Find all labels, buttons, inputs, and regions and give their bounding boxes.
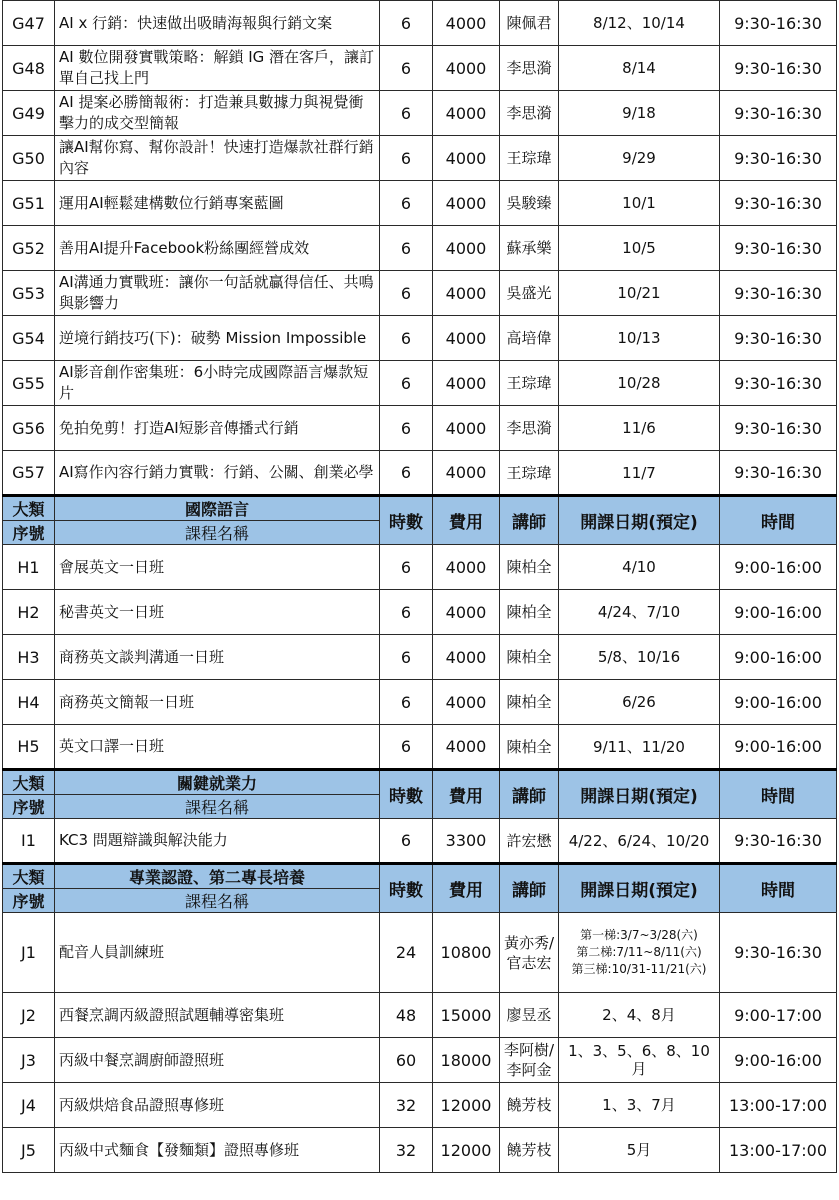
table-row <box>3 913 837 993</box>
table-row <box>3 136 837 181</box>
course-id: G48 <box>3 46 55 91</box>
course-hours: 32 <box>380 1083 433 1128</box>
course-fee: 4000 <box>433 451 500 496</box>
course-time: 9:30-16:30 <box>720 91 837 136</box>
course-teacher: 王琮瑋 <box>500 451 559 496</box>
time-header: 時間 <box>720 496 837 545</box>
course-fee: 4000 <box>433 725 500 770</box>
course-time: 9:30-16:30 <box>720 181 837 226</box>
course-fee: 12000 <box>433 1083 500 1128</box>
course-id: G56 <box>3 406 55 451</box>
course-hours: 6 <box>380 680 433 725</box>
course-time: 9:30-16:30 <box>720 136 837 181</box>
course-date: 1、3、7月 <box>559 1083 720 1128</box>
course-hours: 32 <box>380 1128 433 1173</box>
category-name: 專業認證、第二專長培養 <box>55 864 380 889</box>
date-line: 第一梯:3/7~3/28(六) <box>580 928 698 942</box>
course-name: AI寫作內容行銷力實戰：行銷、公關、創業必學 <box>55 451 380 496</box>
course-name: 免拍免剪！打造AI短影音傳播式行銷 <box>55 406 380 451</box>
course-date: 9/29 <box>559 136 720 181</box>
teacher-header: 講師 <box>500 864 559 913</box>
course-fee: 12000 <box>433 1128 500 1173</box>
course-fee: 15000 <box>433 993 500 1038</box>
course-date: 11/6 <box>559 406 720 451</box>
date-header: 開課日期(預定) <box>559 864 720 913</box>
hours-header: 時數 <box>380 864 433 913</box>
course-date: 8/12、10/14 <box>559 1 720 46</box>
course-date: 4/22、6/24、10/20 <box>559 819 720 864</box>
date-line: 第二梯:7/11~8/11(六) <box>576 945 702 959</box>
course-id: G50 <box>3 136 55 181</box>
course-time: 13:00-17:00 <box>720 1128 837 1173</box>
seq-label: 序號 <box>3 521 55 545</box>
course-id: J5 <box>3 1128 55 1173</box>
course-teacher: 陳柏全 <box>500 635 559 680</box>
course-date: 2、4、8月 <box>559 993 720 1038</box>
table-row <box>3 316 837 361</box>
course-id: H5 <box>3 725 55 770</box>
category-label: 大類 <box>3 496 55 521</box>
course-date: 5月 <box>559 1128 720 1173</box>
course-name: 逆境行銷技巧(下)：破勢 Mission Impossible <box>55 316 380 361</box>
course-id: G52 <box>3 226 55 271</box>
course-name: 丙級中餐烹調廚師證照班 <box>55 1038 380 1083</box>
course-name: 英文口譯一日班 <box>55 725 380 770</box>
course-name: AI 提案必勝簡報術：打造兼具數據力與視覺衝擊力的成交型簡報 <box>55 91 380 136</box>
course-teacher: 陳佩君 <box>500 1 559 46</box>
table-row <box>3 590 837 635</box>
course-teacher <box>500 1038 559 1083</box>
course-fee: 4000 <box>433 545 500 590</box>
course-hours: 6 <box>380 725 433 770</box>
table-row <box>3 406 837 451</box>
course-teacher: 王琮瑋 <box>500 136 559 181</box>
time-header: 時間 <box>720 770 837 819</box>
course-id: G57 <box>3 451 55 496</box>
course-name: 善用AI提升Facebook粉絲團經營成效 <box>55 226 380 271</box>
course-date: 8/14 <box>559 46 720 91</box>
course-date: 4/10 <box>559 545 720 590</box>
course-date: 4/24、7/10 <box>559 590 720 635</box>
table-row <box>3 545 837 590</box>
course-hours: 6 <box>380 451 433 496</box>
course-teacher: 廖昱丞 <box>500 993 559 1038</box>
course-fee: 4000 <box>433 181 500 226</box>
course-teacher: 吳盛光 <box>500 271 559 316</box>
table-row <box>3 725 837 770</box>
section-h <box>3 496 837 545</box>
course-hours: 6 <box>380 271 433 316</box>
course-time: 9:30-16:30 <box>720 406 837 451</box>
section-i <box>3 770 837 819</box>
course-fee: 4000 <box>433 590 500 635</box>
fee-header: 費用 <box>433 770 500 819</box>
course-name: 讓AI幫你寫、幫你設計！快速打造爆款社群行銷內容 <box>55 136 380 181</box>
course-teacher: 高培偉 <box>500 316 559 361</box>
course-teacher: 許宏懋 <box>500 819 559 864</box>
course-name: 丙級烘焙食品證照專修班 <box>55 1083 380 1128</box>
course-teacher: 饒芳枝 <box>500 1128 559 1173</box>
course-fee: 4000 <box>433 271 500 316</box>
course-name: AI溝通力實戰班：讓你一句話就贏得信任、共鳴與影響力 <box>55 271 380 316</box>
course-id: J1 <box>3 913 55 993</box>
teacher-line: 李阿金 <box>506 1061 552 1079</box>
course-name-header: 課程名稱 <box>55 521 380 545</box>
course-name: AI影音創作密集班：6小時完成國際語言爆款短片 <box>55 361 380 406</box>
course-time: 9:30-16:30 <box>720 913 837 993</box>
course-fee: 18000 <box>433 1038 500 1083</box>
course-time: 9:00-16:00 <box>720 635 837 680</box>
teacher-header: 講師 <box>500 770 559 819</box>
course-name: 秘書英文一日班 <box>55 590 380 635</box>
teacher-line: 李阿樹/ <box>503 1041 555 1059</box>
table-row <box>3 1128 837 1173</box>
table-row <box>3 181 837 226</box>
course-hours: 60 <box>380 1038 433 1083</box>
course-id: I1 <box>3 819 55 864</box>
section-i-rows <box>3 819 837 864</box>
table-row <box>3 46 837 91</box>
course-id: H4 <box>3 680 55 725</box>
section-header-row <box>3 770 837 795</box>
section-j-rows <box>3 913 837 1173</box>
course-teacher: 蘇承樂 <box>500 226 559 271</box>
course-name: AI 數位開發實戰策略：解鎖 IG 潛在客戶，讓訂單自己找上門 <box>55 46 380 91</box>
section-header-row <box>3 864 837 889</box>
course-fee: 4000 <box>433 1 500 46</box>
course-name: AI x 行銷：快速做出吸睛海報與行銷文案 <box>55 1 380 46</box>
table-row <box>3 91 837 136</box>
course-name: 運用AI輕鬆建構數位行銷專案藍圖 <box>55 181 380 226</box>
course-hours: 24 <box>380 913 433 993</box>
table-row <box>3 1 837 46</box>
section-j <box>3 864 837 913</box>
seq-label: 序號 <box>3 889 55 913</box>
table-row <box>3 226 837 271</box>
date-header: 開課日期(預定) <box>559 496 720 545</box>
course-hours: 6 <box>380 819 433 864</box>
course-fee: 4000 <box>433 316 500 361</box>
course-time: 9:30-16:30 <box>720 361 837 406</box>
course-time: 9:30-16:30 <box>720 1 837 46</box>
course-fee: 4000 <box>433 46 500 91</box>
course-hours: 6 <box>380 590 433 635</box>
course-teacher: 陳柏全 <box>500 590 559 635</box>
course-time: 9:30-16:30 <box>720 226 837 271</box>
course-fee: 3300 <box>433 819 500 864</box>
course-time: 9:30-16:30 <box>720 316 837 361</box>
hours-header: 時數 <box>380 770 433 819</box>
course-date: 10/13 <box>559 316 720 361</box>
time-header: 時間 <box>720 864 837 913</box>
course-name-header: 課程名稱 <box>55 889 380 913</box>
course-hours: 6 <box>380 136 433 181</box>
course-teacher: 陳柏全 <box>500 545 559 590</box>
section-header-row <box>3 496 837 521</box>
course-hours: 6 <box>380 545 433 590</box>
course-time: 9:00-16:00 <box>720 545 837 590</box>
seq-label: 序號 <box>3 795 55 819</box>
section-h-rows <box>3 545 837 770</box>
course-id: G51 <box>3 181 55 226</box>
course-fee: 10800 <box>433 913 500 993</box>
course-id: G54 <box>3 316 55 361</box>
course-teacher <box>500 913 559 993</box>
table-row <box>3 635 837 680</box>
course-hours: 6 <box>380 91 433 136</box>
course-hours: 6 <box>380 46 433 91</box>
course-fee: 4000 <box>433 91 500 136</box>
course-hours: 6 <box>380 406 433 451</box>
course-teacher: 李思漪 <box>500 46 559 91</box>
course-id: G55 <box>3 361 55 406</box>
category-name: 關鍵就業力 <box>55 770 380 795</box>
course-time: 9:00-17:00 <box>720 993 837 1038</box>
course-name: 商務英文談判溝通一日班 <box>55 635 380 680</box>
table-row <box>3 451 837 496</box>
course-name-header: 課程名稱 <box>55 795 380 819</box>
course-hours: 6 <box>380 1 433 46</box>
course-teacher: 王琮瑋 <box>500 361 559 406</box>
course-time: 9:00-16:00 <box>720 1038 837 1083</box>
table-row <box>3 1038 837 1083</box>
category-label: 大類 <box>3 864 55 889</box>
course-fee: 4000 <box>433 406 500 451</box>
course-fee: 4000 <box>433 226 500 271</box>
course-teacher: 李思漪 <box>500 91 559 136</box>
course-hours: 6 <box>380 226 433 271</box>
course-time: 9:30-16:30 <box>720 819 837 864</box>
teacher-line: 官志宏 <box>506 953 552 972</box>
hours-header: 時數 <box>380 496 433 545</box>
course-id: J3 <box>3 1038 55 1083</box>
course-teacher: 饒芳枝 <box>500 1083 559 1128</box>
course-id: H3 <box>3 635 55 680</box>
fee-header: 費用 <box>433 864 500 913</box>
table-row <box>3 819 837 864</box>
course-teacher: 李思漪 <box>500 406 559 451</box>
course-teacher: 吳駿臻 <box>500 181 559 226</box>
teacher-header: 講師 <box>500 496 559 545</box>
table-row <box>3 993 837 1038</box>
course-time: 13:00-17:00 <box>720 1083 837 1128</box>
course-id: H2 <box>3 590 55 635</box>
course-hours: 6 <box>380 316 433 361</box>
course-time: 9:30-16:30 <box>720 46 837 91</box>
category-label: 大類 <box>3 770 55 795</box>
course-fee: 4000 <box>433 635 500 680</box>
course-id: H1 <box>3 545 55 590</box>
course-date <box>559 913 720 993</box>
course-name: 配音人員訓練班 <box>55 913 380 993</box>
course-name: 西餐烹調丙級證照試題輔導密集班 <box>55 993 380 1038</box>
table-row <box>3 361 837 406</box>
fee-header: 費用 <box>433 496 500 545</box>
course-date: 9/11、11/20 <box>559 725 720 770</box>
course-name: 丙級中式麵食【發麵類】證照專修班 <box>55 1128 380 1173</box>
course-time: 9:30-16:30 <box>720 451 837 496</box>
course-fee: 4000 <box>433 680 500 725</box>
course-schedule-table <box>2 0 837 1173</box>
course-time: 9:30-16:30 <box>720 271 837 316</box>
course-name: KC3 問題辯識與解決能力 <box>55 819 380 864</box>
date-line: 第三梯:10/31-11/21(六) <box>571 962 707 976</box>
course-date: 1、3、5、6、8、10月 <box>559 1038 720 1083</box>
course-id: J2 <box>3 993 55 1038</box>
teacher-line: 黃亦秀/ <box>503 933 555 952</box>
course-id: G53 <box>3 271 55 316</box>
course-time: 9:00-16:00 <box>720 680 837 725</box>
course-hours: 6 <box>380 181 433 226</box>
course-hours: 6 <box>380 361 433 406</box>
table-row <box>3 271 837 316</box>
date-header: 開課日期(預定) <box>559 770 720 819</box>
table-row <box>3 1083 837 1128</box>
course-date: 10/1 <box>559 181 720 226</box>
category-name: 國際語言 <box>55 496 380 521</box>
course-date: 11/7 <box>559 451 720 496</box>
course-hours: 48 <box>380 993 433 1038</box>
course-id: G47 <box>3 1 55 46</box>
course-date: 9/18 <box>559 91 720 136</box>
course-teacher: 陳柏全 <box>500 680 559 725</box>
course-date: 10/21 <box>559 271 720 316</box>
course-hours: 6 <box>380 635 433 680</box>
table-row <box>3 680 837 725</box>
course-id: J4 <box>3 1083 55 1128</box>
course-date: 5/8、10/16 <box>559 635 720 680</box>
course-fee: 4000 <box>433 361 500 406</box>
course-name: 會展英文一日班 <box>55 545 380 590</box>
course-fee: 4000 <box>433 136 500 181</box>
course-teacher: 陳柏全 <box>500 725 559 770</box>
course-date: 6/26 <box>559 680 720 725</box>
course-time: 9:00-16:00 <box>720 725 837 770</box>
course-name: 商務英文簡報一日班 <box>55 680 380 725</box>
course-id: G49 <box>3 91 55 136</box>
course-date: 10/5 <box>559 226 720 271</box>
course-date: 10/28 <box>559 361 720 406</box>
course-time: 9:00-16:00 <box>720 590 837 635</box>
section-g-rows <box>3 1 837 496</box>
